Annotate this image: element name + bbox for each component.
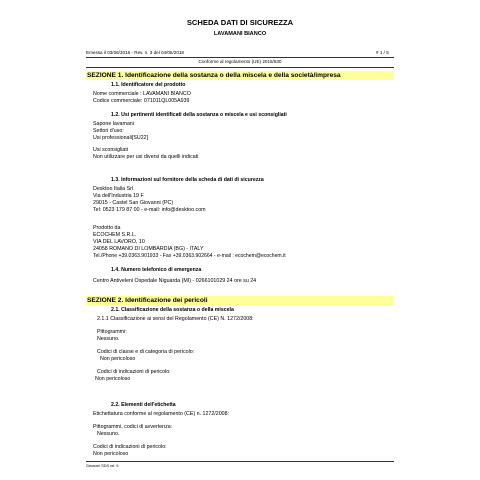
issue-info: Emessa il 03/06/2016 - Rev. n. 3 del 04/05/2018	[86, 50, 184, 55]
subsection-1-2-title: 1.2. Usi pertinenti identificati della sostanza o miscela e usi sconsigliati	[111, 112, 287, 118]
section-1-title: SEZIONE 1. Identificazione della sostanza o della miscela e della società/impresa	[87, 72, 341, 79]
footer-note: Geosoni SDS rel. 6	[86, 464, 119, 468]
label-line-2: Pittogrammi, codici di avvertenza:	[93, 424, 173, 430]
trade-code: Codice commerciale: 071011QL005A939	[93, 98, 190, 104]
classification-line-1: 2.1.1 Classificazione ai sensi del Regolamento (CE) N. 1272/2008:	[97, 316, 254, 322]
header-rule-bottom	[86, 67, 394, 68]
classification-line-3: Nessuno.	[97, 336, 120, 342]
supplier-line-3: 29015 - Castel San Giovanni (PC)	[93, 200, 174, 206]
subsection-1-4-title: 1.4. Numero telefonico di emergenza	[111, 267, 202, 273]
supplier-line-4: Tel: 0523 179 87 00 - e-mail: info@desktoo.com	[93, 207, 206, 213]
product-title: LAVAMANI BIANCO	[213, 31, 267, 37]
producer-line-5: Tel./Phone +39.0363.901933 - Fax +39.0363.902664 - e-mail : ecochem@ecochem.it	[93, 253, 286, 259]
subsection-2-1-title: 2.1. Classificazione della sostanza o della miscela	[111, 307, 234, 313]
classification-line-5: Non pericoloso	[100, 356, 136, 362]
use-line-4: Usi sconsigliati	[93, 147, 129, 153]
classification-line-6: Codici di indicazioni di pericolo:	[97, 369, 171, 375]
producer-line-4: 24058 ROMANO DI LOMBARDIA (BG) - ITALY	[93, 246, 204, 252]
document-title: SCHEDA DATI DI SICUREZZA	[186, 18, 294, 27]
producer-line-1: Prodotto da	[93, 225, 121, 231]
use-line-5: Non utilizzare per usi diversi da quelli indicati	[93, 154, 199, 160]
label-line-3: Nessuno.	[97, 431, 120, 437]
classification-line-4: Codici di classe e di categoria di pericolo:	[97, 349, 195, 355]
compliance-note: Conforme al regolamento (UE) 2015/830	[198, 59, 282, 64]
subsection-1-3-title: 1.3. Informazioni sul fornitore della scheda di dati di sicurezza	[111, 177, 264, 183]
use-line-3: Usi professionali[SU22]	[93, 135, 149, 141]
subsection-1-1-title: 1.1. Identificatore del prodotto	[111, 82, 186, 88]
label-line-5: Non pericoloso	[93, 451, 129, 457]
footer-rule	[86, 461, 394, 462]
label-line-4: Codici di indicazioni di pericolo:	[93, 444, 167, 450]
header-rule-top	[86, 57, 394, 58]
section-1-header	[86, 71, 394, 80]
producer-line-2: ECOCHEM S.R.L.	[93, 232, 137, 238]
classification-line-7: Non pericoloso	[95, 376, 131, 382]
page-number: # 1 / 5	[376, 50, 389, 55]
section-2-header	[86, 296, 394, 305]
label-line-1: Etichettatura conforme al regolamento (CE) n. 1272/2008:	[93, 411, 230, 417]
section-2-title: SEZIONE 2. Identificazione dei pericoli	[87, 297, 208, 304]
supplier-line-2: Via dell'Industria 19 F	[93, 193, 144, 199]
classification-line-2: Pittogrammi:	[97, 329, 127, 335]
use-line-2: Settori d'uso:	[93, 128, 124, 134]
trade-name: Nome commerciale : LAVAMANI BIANCO	[93, 91, 191, 97]
producer-line-3: VIA DEL LAVORO, 10	[93, 239, 145, 245]
supplier-line-1: Desktoo Italia Srl	[93, 186, 134, 192]
emergency-number: Centro Antiveleni Ospedale Niguarda (MI) - 0266101029 24 ore su 24	[93, 278, 257, 284]
use-line-1: Sapone lavamani	[93, 121, 134, 127]
subsection-2-2-title: 2.2. Elementi dell'etichetta	[111, 402, 176, 408]
